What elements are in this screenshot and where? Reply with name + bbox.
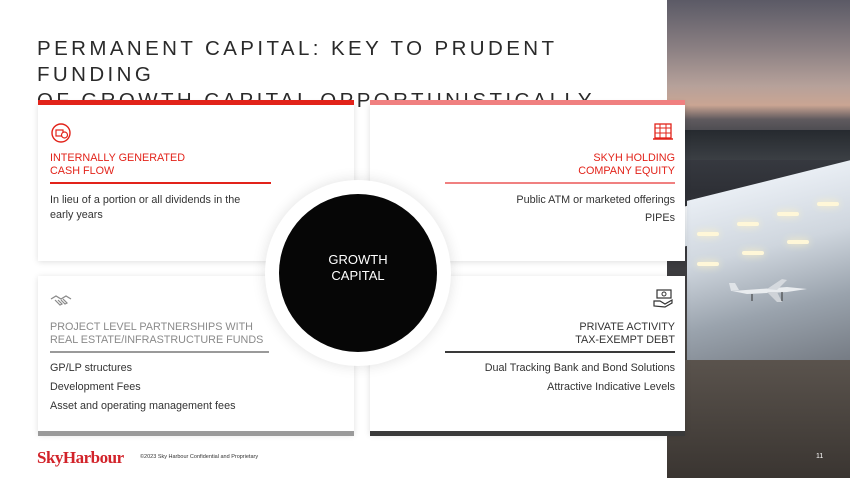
heading-rule	[50, 182, 271, 184]
heading-rule	[445, 351, 675, 353]
list-item: Development Fees	[50, 381, 141, 393]
accent-bar	[370, 431, 685, 436]
list-item: In lieu of a portion or all dividends in the	[50, 194, 241, 206]
list-item: Attractive Indicative Levels	[547, 381, 675, 393]
list-item: Dual Tracking Bank and Bond Solutions	[484, 362, 675, 374]
card-heading: PROJECT LEVEL PARTNERSHIPS WITH REAL ESTATE/INFRASTRUCTURE FUNDS	[50, 321, 264, 346]
list-item: Asset and operating management fees	[50, 400, 236, 412]
skyharbour-logo: SkyHarbour	[37, 448, 124, 467]
list-item: GP/LP structures	[50, 362, 133, 374]
page-number: 11	[816, 453, 824, 460]
accent-bar	[38, 100, 354, 105]
jet-icon	[727, 275, 817, 305]
list-item: early years	[50, 209, 103, 221]
card-heading: PRIVATE ACTIVITY TAX-EXEMPT DEBT	[575, 321, 675, 346]
list-item: Public ATM or marketed offerings	[516, 194, 675, 206]
accent-bar	[370, 100, 685, 105]
building-equity-icon	[652, 120, 674, 142]
cash-flow-icon	[50, 122, 72, 144]
title-line-1: PERMANENT CAPITAL: KEY TO PRUDENT FUNDING	[37, 37, 558, 86]
list-item: PIPEs	[644, 212, 675, 224]
hangar-photo	[667, 0, 850, 478]
card-heading: SKYH HOLDING COMPANY EQUITY	[578, 152, 675, 177]
confidential-note: ©2023 Sky Harbour Confidential and Proprietary	[140, 454, 259, 460]
accent-bar	[38, 431, 354, 436]
growth-capital-label: GROWTH CAPITAL	[328, 252, 388, 283]
heading-rule	[50, 351, 269, 353]
card-heading: INTERNALLY GENERATED CASH FLOW	[50, 152, 185, 177]
money-hand-icon	[652, 287, 674, 309]
handshake-icon	[50, 290, 72, 312]
heading-rule	[445, 182, 675, 184]
